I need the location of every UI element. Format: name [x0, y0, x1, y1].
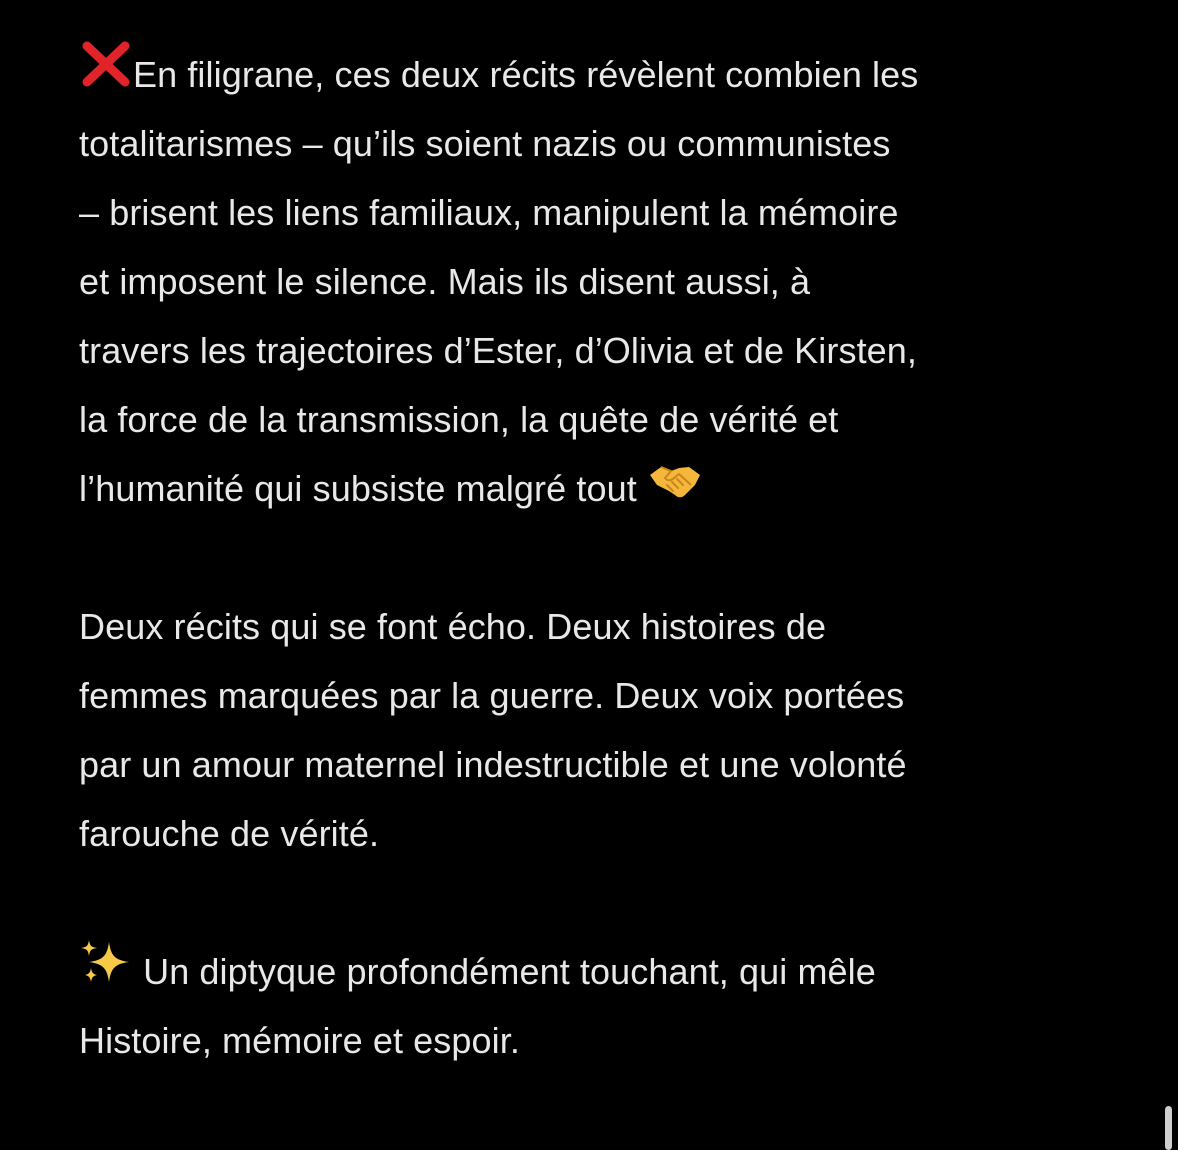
note-text-body — [79, 40, 1119, 1075]
paragraph-3-line-1 — [79, 937, 1119, 1006]
vertical-scrollbar[interactable] — [1165, 1106, 1172, 1150]
paragraph-2-line-2: femmes marquées par la guerre. Deux voix portées — [79, 675, 905, 716]
paragraph-spacer — [79, 868, 1119, 937]
paragraph-1-line-2: totalitarismes – qu’ils soient nazis ou communistes — [79, 123, 891, 164]
paragraph-1-text-7: l’humanité qui subsiste malgré tout — [79, 468, 637, 509]
paragraph-1-line-1 — [79, 40, 1119, 109]
paragraph-2-line-1: Deux récits qui se font écho. Deux histoires de — [79, 606, 827, 647]
paragraph-spacer — [79, 523, 1119, 592]
paragraph-1-line-6: la force de la transmission, la quête de vérité et — [79, 399, 839, 440]
paragraph-2-line-3: par un amour maternel indestructible et une volonté — [79, 744, 907, 785]
sparkles-icon — [79, 937, 133, 1006]
paragraph-3-line-2: Histoire, mémoire et espoir. — [79, 1020, 520, 1061]
handshake-icon — [647, 454, 703, 523]
cross-mark-icon — [79, 40, 133, 109]
paragraph-1-line-4: et imposent le silence. Mais ils disent aussi, à — [79, 261, 811, 302]
paragraph-2-line-4: farouche de vérité. — [79, 813, 380, 854]
paragraph-1-line-3: – brisent les liens familiaux, manipulent la mémoire — [79, 192, 899, 233]
paragraph-1-text-1: En filigrane, ces deux récits révèlent combien les — [133, 54, 919, 95]
paragraph-1-line-7 — [79, 454, 1119, 523]
paragraph-3-text-1: Un diptyque profondément touchant, qui mêle — [143, 951, 876, 992]
paragraph-1-line-5: travers les trajectoires d’Ester, d’Olivia et de Kirsten, — [79, 330, 918, 371]
